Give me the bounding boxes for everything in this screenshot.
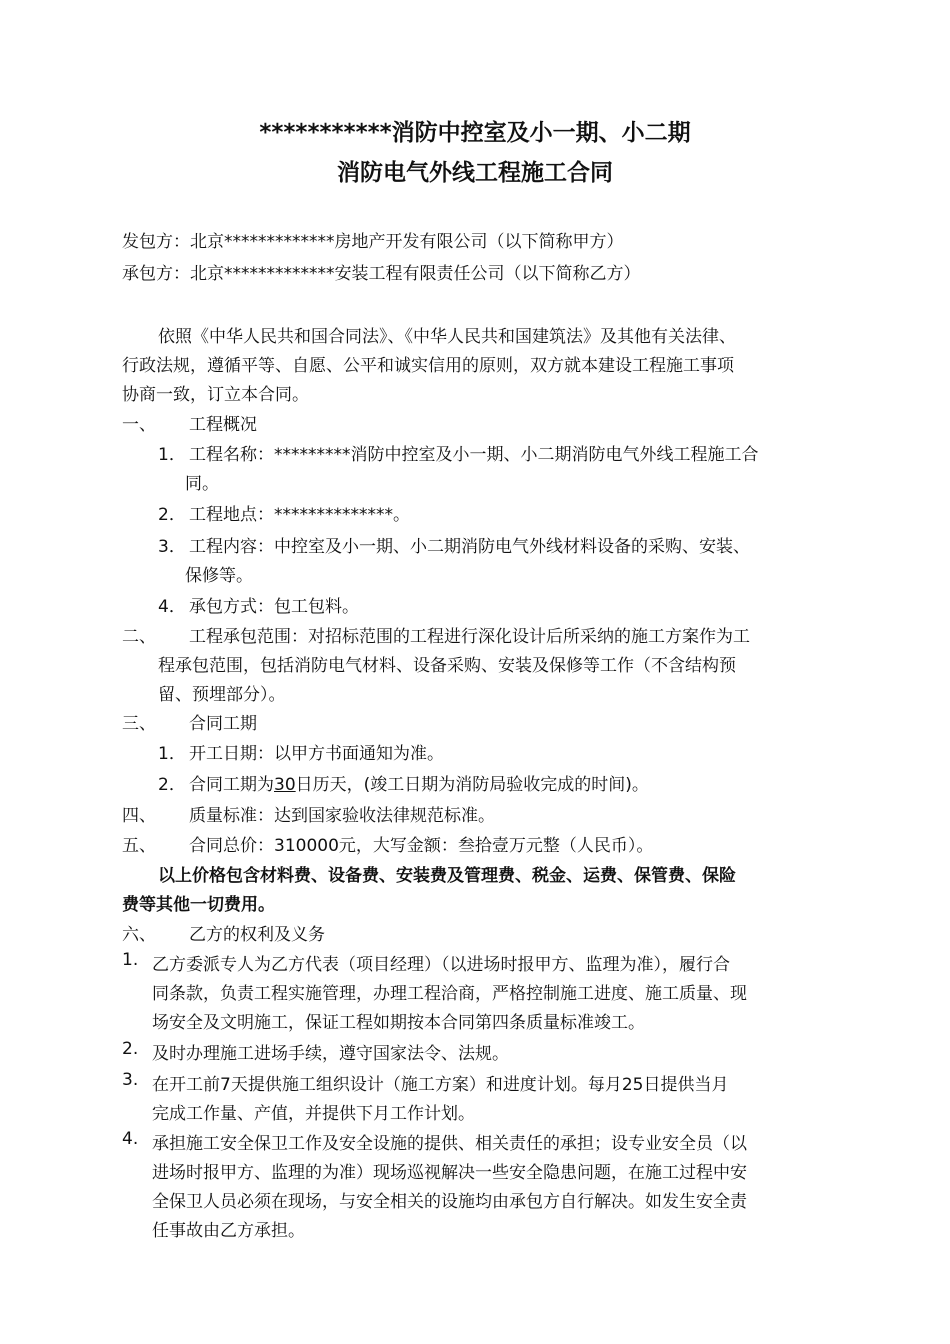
price-note: 费等其他一切费用。 xyxy=(122,895,275,915)
list-item-number: 4． xyxy=(158,597,186,617)
list-item-number: 3． xyxy=(158,537,186,557)
price-note: 以上价格包含材料费、设备费、安装费及管理费、税金、运费、保管费、保险 xyxy=(158,866,736,886)
list-item-text: 承担施工安全保卫工作及安全设施的提供、相关责任的承担；设专业安全员（以 xyxy=(152,1134,747,1154)
list-item-text: 完成工作量、产值，并提供下月工作计划。 xyxy=(152,1104,475,1124)
contract-title-line1: ***********消防中控室及小一期、小二期 xyxy=(259,120,691,146)
list-item-text: 承包方式：包工包料。 xyxy=(189,597,359,617)
list-item-text: 同条款，负责工程实施管理，办理工程洽商，严格控制施工进度、施工质量、现 xyxy=(152,984,747,1004)
section-number: 四、 xyxy=(122,806,156,826)
period-prefix: 合同工期为 xyxy=(189,775,274,795)
preamble-line: 协商一致，订立本合同。 xyxy=(122,385,309,405)
section-number: 三、 xyxy=(122,714,156,734)
list-item-text: 保修等。 xyxy=(185,566,253,586)
list-item-number: 2． xyxy=(158,505,186,525)
section-title: 乙方的权利及义务 xyxy=(189,925,325,945)
list-item-number: 2． xyxy=(158,775,186,795)
section-text: 质量标准：达到国家验收法律规范标准。 xyxy=(189,806,495,826)
list-item-text: 进场时报甲方、监理的为准）现场巡视解决一些安全隐患问题，在施工过程中安 xyxy=(152,1163,747,1183)
list-item-number: 2. xyxy=(122,1039,139,1059)
period-days: 30 xyxy=(274,775,296,795)
contractor-party: 承包方：北京*************安装工程有限责任公司（以下简称乙方） xyxy=(122,264,641,284)
section-title: 工程概况 xyxy=(189,415,257,435)
list-item-text: 全保卫人员必须在现场，与安全相关的设施均由承包方自行解决。如发生安全责 xyxy=(152,1192,747,1212)
list-item-text: 乙方委派专人为乙方代表（项目经理）（以进场时报甲方、监理为准），履行合 xyxy=(152,955,730,975)
section-text: 程承包范围，包括消防电气材料、设备采购、安装及保修等工作（不含结构预 xyxy=(158,656,736,676)
list-item-text: 开工日期：以甲方书面通知为准。 xyxy=(189,744,444,764)
list-item-text: 任事故由乙方承担。 xyxy=(152,1221,305,1241)
list-item-number: 1. xyxy=(122,950,139,970)
construction-period xyxy=(189,770,649,795)
employer-party: 发包方：北京*************房地产开发有限公司（以下简称甲方） xyxy=(122,232,624,252)
section-text: 工程承包范围：对招标范围的工程进行深化设计后所采纳的施工方案作为工 xyxy=(189,627,750,647)
section-number: 六、 xyxy=(122,925,156,945)
section-title: 合同工期 xyxy=(189,714,257,734)
section-text: 留、预埋部分）。 xyxy=(158,685,286,705)
preamble-line: 行政法规，遵循平等、自愿、公平和诚实信用的原则，双方就本建设工程施工事项 xyxy=(122,356,734,376)
list-item-text: 工程地点：**************。 xyxy=(189,505,410,525)
section-number: 一、 xyxy=(122,415,156,435)
section-number: 二、 xyxy=(122,627,156,647)
list-item-text: 场安全及文明施工，保证工程如期按本合同第四条质量标准竣工。 xyxy=(152,1013,645,1033)
contract-title-line2: 消防电气外线工程施工合同 xyxy=(337,160,613,186)
list-item-number: 1． xyxy=(158,744,186,764)
list-item-text: 同。 xyxy=(185,474,219,494)
list-item-text: 在开工前7天提供施工组织设计（施工方案）和进度计划。每月25日提供当月 xyxy=(152,1075,729,1095)
contract-price: 合同总价：310000元，大写金额：叁拾壹万元整（人民币）。 xyxy=(189,836,654,856)
list-item-text: 工程名称：*********消防中控室及小一期、小二期消防电气外线工程施工合 xyxy=(189,445,759,465)
section-number: 五、 xyxy=(122,836,156,856)
preamble-line: 依照《中华人民共和国合同法》、《中华人民共和国建筑法》及其他有关法律、 xyxy=(158,327,736,347)
list-item-text: 及时办理施工进场手续，遵守国家法令、法规。 xyxy=(152,1044,509,1064)
list-item-text: 工程内容：中控室及小一期、小二期消防电气外线材料设备的采购、安装、 xyxy=(189,537,750,557)
list-item-number: 3. xyxy=(122,1070,139,1090)
list-item-number: 1． xyxy=(158,445,186,465)
period-suffix: 日历天，(竣工日期为消防局验收完成的时间)。 xyxy=(295,775,649,795)
list-item-number: 4. xyxy=(122,1129,139,1149)
